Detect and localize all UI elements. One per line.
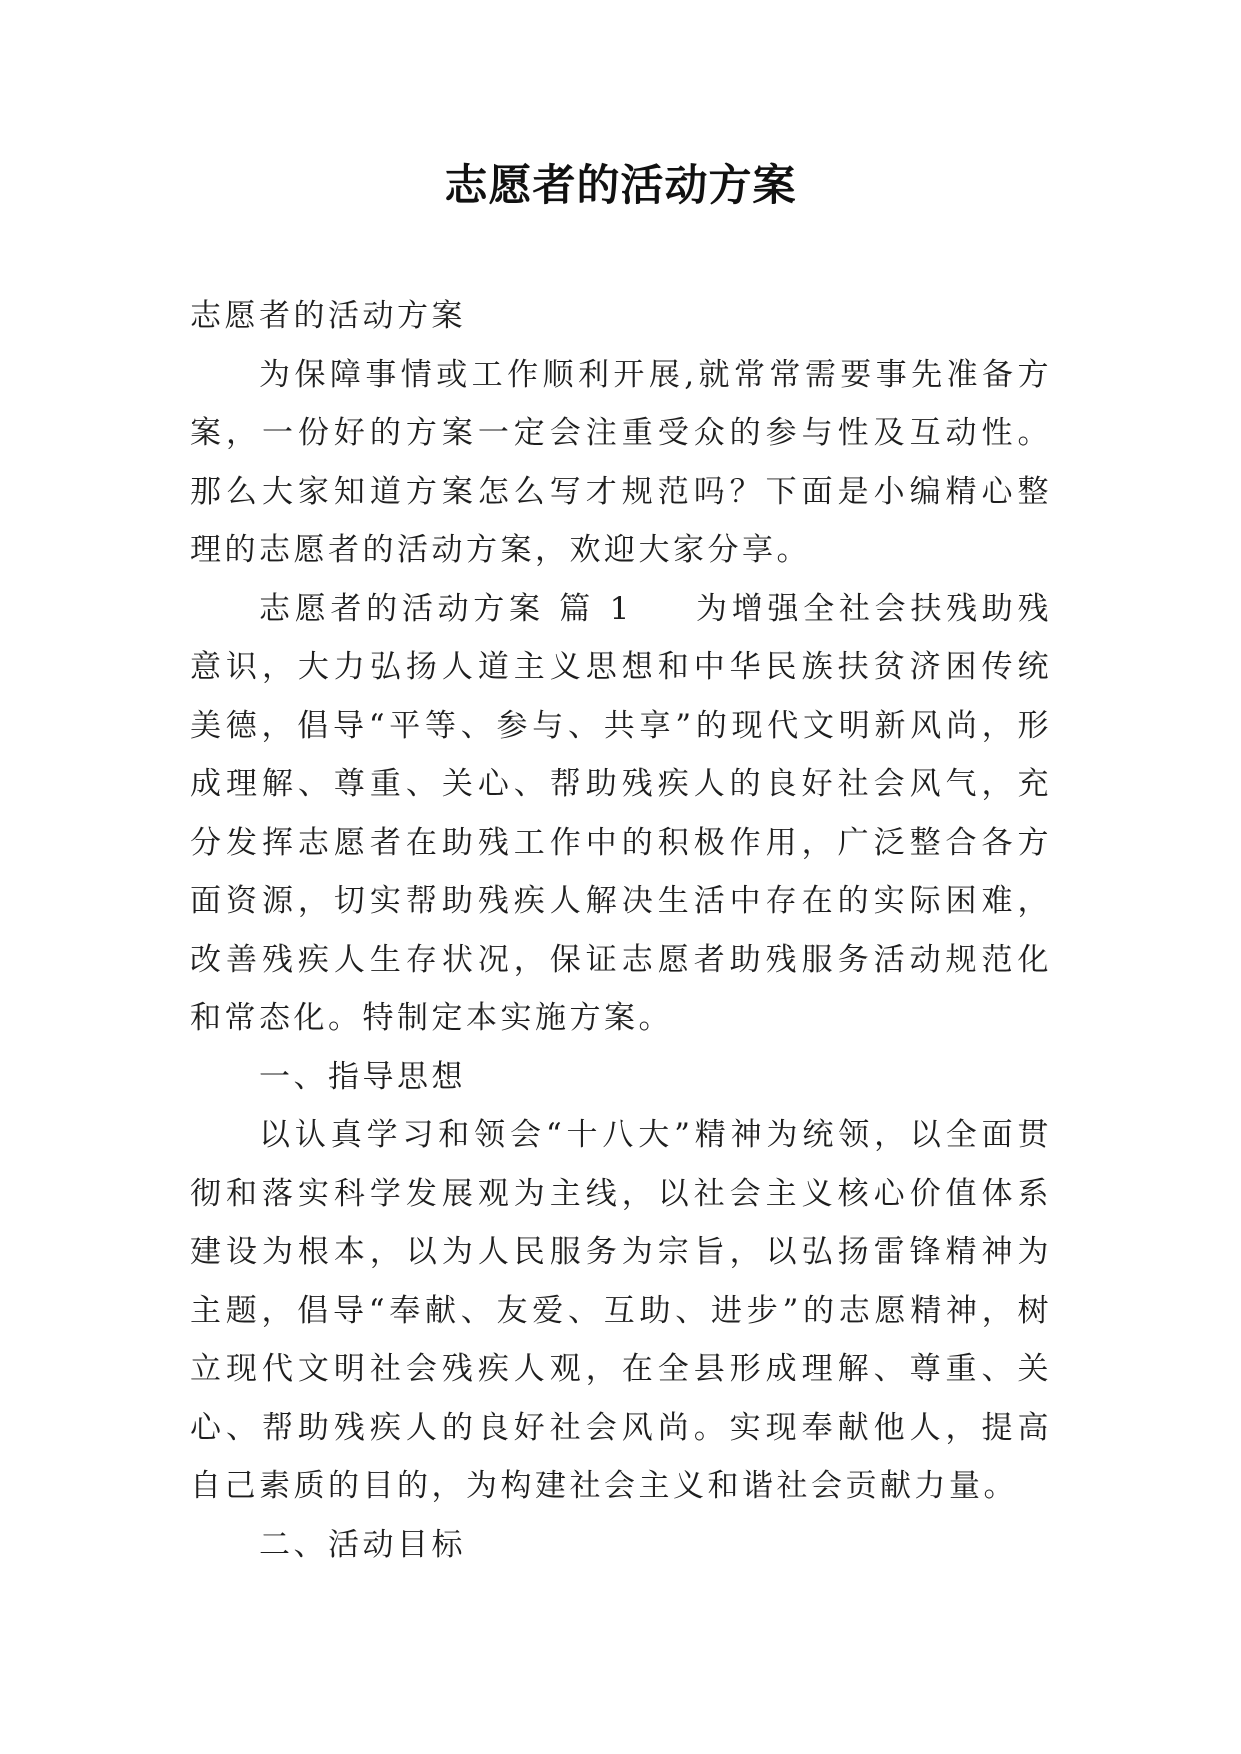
intro-paragraph: 为保障事情或工作顺利开展,就常常需要事先准备方案，一份好的方案一定会注重受众的参与性及互动性。那么大家知道方案怎么写才规范吗？下面是小编精心整理的志愿者的活动方案，欢迎大家分享。 (190, 356, 1052, 568)
guiding-thought-paragraph: 以认真学习和领会“十八大”精神为统领，以全面贯彻和落实科学发展观为主线，以社会主义核心价值体系建设为根本，以为人民服务为宗旨，以弘扬雷锋精神为主题，倡导“奉献、友爱、互助、进步”的志愿精神，树立现代文明社会残疾人观，在全县形成理解、尊重、关心、帮助残疾人的良好社会风尚。实现奉献他人，提高自己素质的目的，为构建社会主义和谐社会贡献力量。 (190, 1117, 1052, 1504)
section1-paragraph (190, 580, 1052, 1048)
document-subtitle: 志愿者的活动方案 (190, 298, 466, 334)
heading-activity-goals: 二、活动目标 (259, 1526, 466, 1563)
section1-text: 为增强全社会扶残助残意识，大力弘扬人道主义思想和中华民族扶贫济困传统美德，倡导“平等、参与、共享”的现代文明新风尚，形成理解、尊重、关心、帮助残疾人的良好社会风气，充分发挥志愿者在助残工作中的积极作用，广泛整合各方面资源，切实帮助残疾人解决生活中存在的实际困难，改善残疾人生存状况，保证志愿者助残服务活动规范化和常态化。特制定本实施方案。 (190, 590, 1052, 1036)
document-body (190, 287, 1052, 1574)
section1-label: 志愿者的活动方案 篇 1 (259, 590, 633, 627)
document-title: 志愿者的活动方案 (444, 161, 797, 211)
heading-guiding-thought: 一、指导思想 (259, 1058, 466, 1095)
